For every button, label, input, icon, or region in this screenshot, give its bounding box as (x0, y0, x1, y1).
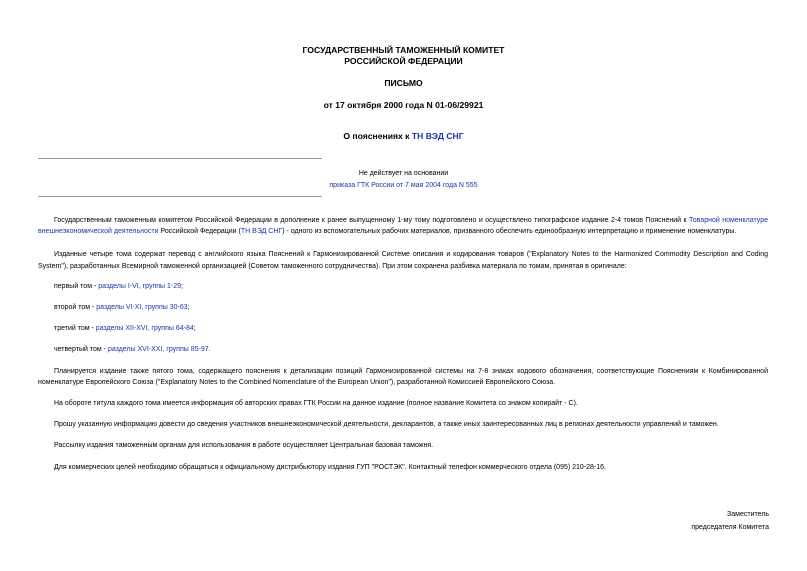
issuer-line-2: РОССИЙСКОЙ ФЕДЕРАЦИИ (344, 56, 463, 66)
divider-top (38, 158, 322, 159)
subject-prefix: О пояснениях к (343, 131, 412, 141)
volume-link[interactable]: разделы VI-XI, группы 30-63 (96, 304, 188, 312)
document-date-number: от 17 октября 2000 года N 01-06/29921 (323, 100, 484, 110)
paragraph-3: Планируется издание также пятого тома, содержащего пояснения к детализации позиций Гармонизированной системы на 7-8 знаках кодового обозначения, соответствующие Пояснениям к Комбинированной номенклатуре Европейского Союза ("Explanatory Notes to the Combined Nomenclature of the European Union"), разработанной Комиссией Европейского Союза. (38, 367, 768, 386)
divider-bottom (38, 196, 322, 197)
paragraph-1: Государственным таможенным комитетом Российской Федерации в дополнение к ранее выпущенному 1-му тому подготовлено и осуществлено типографское издание 2-4 томов Пояснений к Товарной номенклатуре внешнеэкономической деятельности Российской Федерации (ТН ВЭД СНГ) - одного из вспомогательных рабочих материалов, призванного обеспечить единообразную интерпретацию и применение номенклатуры. (38, 217, 769, 236)
volume-item: первый том - разделы I-VI, группы 1-29; (54, 282, 183, 290)
volume-item: третий том - разделы XII-XVI, группы 64-84; (54, 325, 196, 333)
document-body (38, 215, 768, 473)
paragraph-4: На обороте титула каждого тома имеется информация об авторских правах ГТК России на данное издание (полное название Комитета со знаком копирайт - С). (54, 400, 578, 408)
paragraph-7: Для коммерческих целей необходимо обращаться к официальному дистрибьютору издания ГУП "РОСТЭК". Контактный телефон коммерческого отдела (095) 210-28-16. (54, 463, 606, 471)
volume-item: четвертый том - разделы XVI-XXI, группы 85-97. (54, 346, 211, 354)
tn-ved-link[interactable]: ТН ВЭД СНГ (240, 228, 283, 236)
status-link[interactable]: приказа ГТК России от 7 мая 2004 года N 555 (329, 182, 478, 189)
paragraph-6: Рассылку издания таможенным органам для использования в работе осуществляет Центральная базовая таможня. (54, 442, 434, 450)
issuer-line-1: ГОСУДАРСТВЕННЫЙ ТАМОЖЕННЫЙ КОМИТЕТ (302, 45, 505, 55)
document-header (0, 45, 807, 67)
subject-link[interactable]: ТН ВЭД СНГ (411, 131, 464, 141)
status-line: Не действует на основании (358, 170, 449, 177)
document-type: ПИСЬМО (384, 78, 423, 88)
paragraph-5: Прошу указанную информацию довести до сведения участников внешнеэкономической деятельности, декларантов, а также иных заинтересованных лиц в регионах деятельности управлений и таможен. (54, 421, 719, 429)
signature-block (691, 509, 769, 534)
signatory-title-line-1: Заместитель (727, 511, 769, 518)
status-notice (0, 168, 807, 192)
nomenclature-link[interactable]: Товарной номенклатуре внешнеэкономической деятельности (38, 217, 769, 236)
volume-link[interactable]: разделы XII-XVI, группы 64-84 (95, 325, 194, 333)
signatory-title-line-2: председателя Комитета (691, 523, 769, 531)
volume-link[interactable]: разделы XVI-XXI, группы 85-97 (107, 346, 209, 354)
volume-item: второй том - разделы VI-XI, группы 30-63; (54, 304, 190, 312)
volume-link[interactable]: разделы I-VI, группы 1-29 (98, 282, 182, 290)
paragraph-2: Изданные четыре тома содержат перевод с английского языка Пояснений к Гармонизированной Системе описания и кодирования товаров ("Explanatory Notes to the Harmonized Commodity Description and Coding System"), разработанных Всемирной таможенной организацией (Советом таможенного сотрудничества). При этом сохранена разбивка материала по томам, принятая в оригинале: (38, 251, 768, 270)
document-subject (0, 131, 807, 142)
